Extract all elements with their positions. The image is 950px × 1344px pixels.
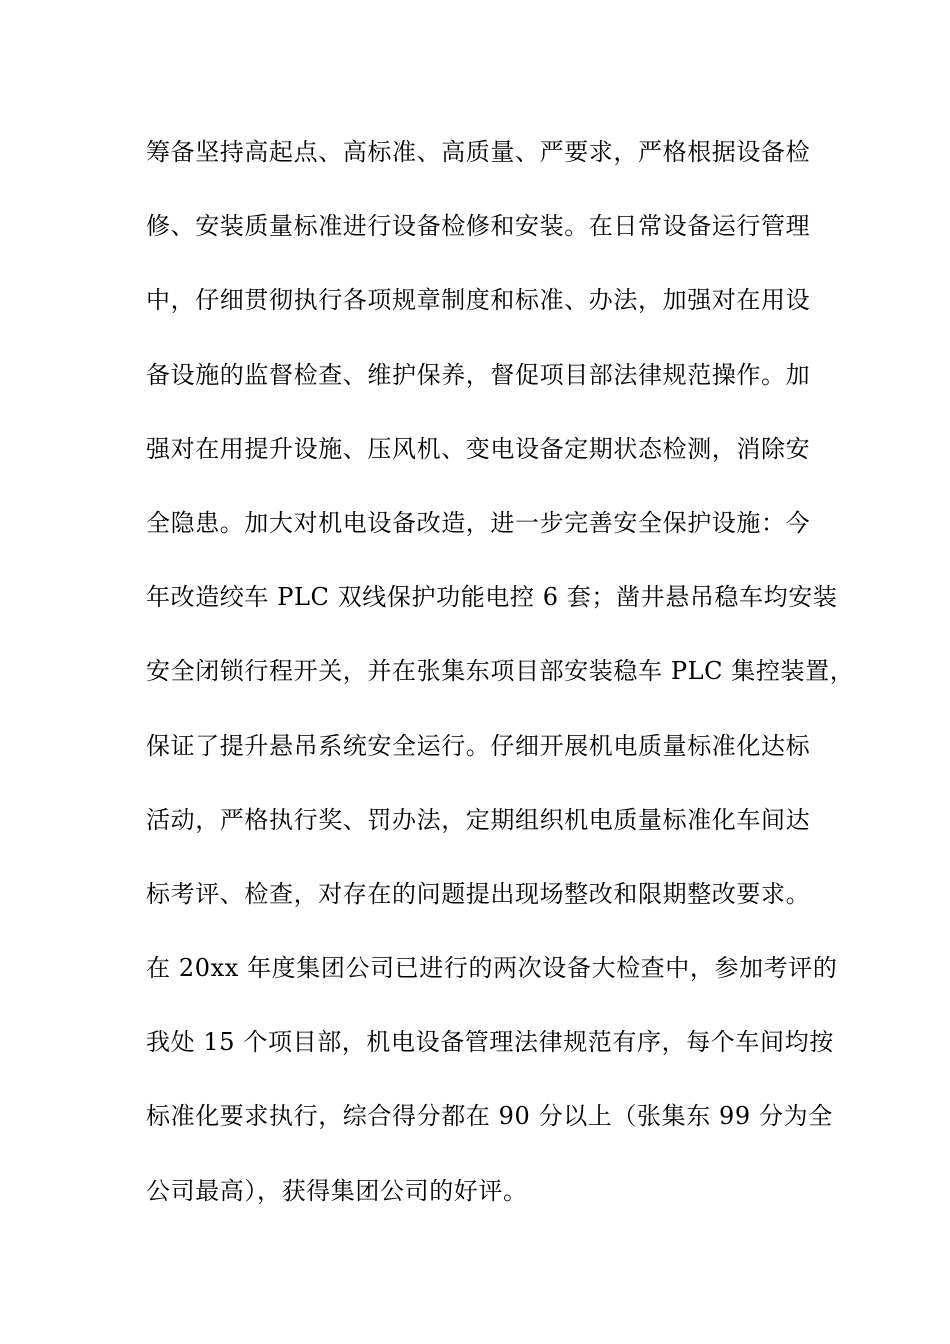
text-line: 全隐患。加大对机电设备改造，进一步完善安全保护设施：今 — [146, 508, 811, 537]
text-line: 公司最高），获得集团公司的好评。 — [146, 1176, 528, 1205]
text-line: 中，仔细贯彻执行各项规章制度和标准、办法，加强对在用设 — [146, 286, 811, 315]
text-line: 活动，严格执行奖、罚办法，定期组织机电质量标准化车间达 — [146, 805, 811, 834]
text-line: 保证了提升悬吊系统安全运行。仔细开展机电质量标准化达标 — [146, 731, 811, 760]
text-line: 备设施的监督检查、维护保养，督促项目部法律规范操作。加 — [146, 360, 811, 389]
body-paragraph — [146, 130, 855, 1243]
text-line: 强对在用提升设施、压风机、变电设备定期状态检测，消除安 — [146, 434, 811, 463]
text-line: 年改造绞车 PLC 双线保护功能电控 6 套；凿井悬吊稳车均安装 — [146, 583, 838, 612]
text-line: 在 20xx 年度集团公司已进行的两次设备大检查中，参加考评的 — [146, 954, 838, 983]
text-line: 修、安装质量标准进行设备检修和安装。在日常设备运行管理 — [146, 212, 811, 241]
text-line: 标考评、检查，对存在的问题提出现场整改和限期整改要求。 — [146, 879, 811, 908]
text-line: 我处 15 个项目部，机电设备管理法律规范有序，每个车间均按 — [146, 1028, 834, 1057]
text-line: 安全闭锁行程开关，并在张集东项目部安装稳车 PLC 集控装置， — [146, 657, 855, 686]
text-line: 标准化要求执行，综合得分都在 90 分以上（张集东 99 分为全 — [146, 1102, 833, 1131]
text-line: 筹备坚持高起点、高标准、高质量、严要求，严格根据设备检 — [146, 138, 811, 166]
